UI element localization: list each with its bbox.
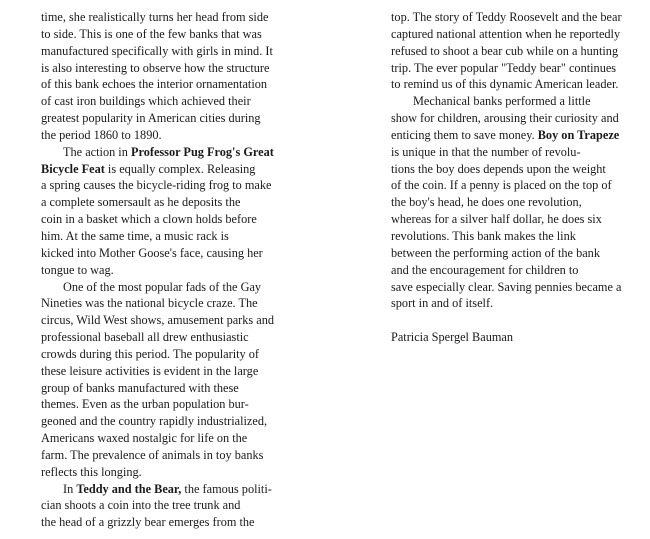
text-run: is equally complex. Releasing <box>104 161 256 176</box>
paragraph-first-line: Mechanical banks performed a little <box>413 94 591 109</box>
paragraph-first-line: One of the most popular fads of the Gay <box>63 279 262 294</box>
text-line: to side. This is one of the few banks that was <box>41 26 262 41</box>
author-signature: Patricia Spergel Bauman <box>391 330 514 345</box>
text-line: time, she realistically turns her head from side <box>41 10 269 24</box>
text-line: a complete somersault as he deposits the <box>41 195 241 210</box>
text-line: refused to shoot a bear cub while on a hunting <box>391 43 619 58</box>
text-line: the boy's head, he does one revolution, <box>391 195 582 210</box>
bank-name-professor-pug-frog: Professor Pug Frog's Great <box>130 144 274 159</box>
text-line: the period 1860 to 1890. <box>41 127 162 142</box>
text-line: of the coin. If a penny is placed on the top of <box>391 178 612 193</box>
text-run: the famous politi- <box>181 481 272 496</box>
text-line: to remind us of this dynamic American leader. <box>391 77 619 92</box>
text-line: group of banks manufactured with these <box>41 380 239 395</box>
text-line: greatest popularity in American cities during <box>41 111 261 126</box>
text-line: is unique in that the number of revolu- <box>391 144 581 159</box>
text-line: save especially clear. Saving pennies became a <box>391 279 622 294</box>
text-line: farm. The prevalence of animals in toy banks <box>41 447 264 462</box>
text-line: Nineties was the national bicycle craze. The <box>41 296 258 311</box>
text-line: circus, Wild West shows, amusement parks and <box>41 313 275 328</box>
text-line: and the encouragement for children to <box>391 262 579 277</box>
text-run: In <box>63 481 77 496</box>
text-line: trip. The ever popular "Teddy bear" continues <box>391 60 617 75</box>
paragraph-first-line <box>41 481 286 498</box>
bank-name-teddy-and-the-bear: Teddy and the Bear, <box>76 481 182 496</box>
text-line: tions the boy does depends upon the weight <box>391 161 606 176</box>
right-text-column <box>391 9 641 346</box>
text-line: sport in and of itself. <box>391 296 494 311</box>
text-line: reflects this longing. <box>41 464 142 479</box>
bank-name-bicycle-feat: Bicycle Feat <box>41 161 105 176</box>
text-line: geoned and the country rapidly industrialized, <box>41 414 268 429</box>
text-line <box>41 161 286 178</box>
text-run: enticing them to save money. <box>391 127 538 142</box>
text-line: is also interesting to observe how the structure <box>41 60 270 75</box>
text-line: revolutions. This bank makes the link <box>391 228 576 243</box>
text-line: captured national attention when he reportedly <box>391 26 621 41</box>
text-line <box>391 127 641 144</box>
text-line: professional baseball all drew enthusiastic <box>41 330 249 345</box>
bank-name-boy-on-trapeze: Boy on Trapeze <box>537 127 620 142</box>
text-line: between the performing action of the bank <box>391 245 600 260</box>
text-line: of cast iron buildings which achieved their <box>41 94 251 109</box>
text-line: of this bank echoes the interior ornamentation <box>41 77 268 92</box>
text-line: coin in a basket which a clown holds before <box>41 212 257 227</box>
spacer <box>391 312 641 329</box>
text-line: the head of a grizzly bear emerges from the <box>41 515 255 530</box>
text-line: manufactured specifically with girls in mind. It <box>41 43 273 58</box>
text-line: these leisure activities is evident in the large <box>41 363 259 378</box>
text-line: cian shoots a coin into the tree trunk and <box>41 498 241 513</box>
left-text-column <box>41 9 286 531</box>
text-line: themes. Even as the urban population bur- <box>41 397 249 412</box>
text-line: whereas for a silver half dollar, he does six <box>391 212 602 227</box>
text-line: tongue to wag. <box>41 262 114 277</box>
text-run: The action in <box>63 144 131 159</box>
text-line: a spring causes the bicycle-riding frog to make <box>41 178 272 193</box>
text-line: him. At the same time, a music rack is <box>41 228 229 243</box>
paragraph-first-line <box>41 144 286 161</box>
text-line: show for children, arousing their curiosity and <box>391 111 619 126</box>
text-line: top. The story of Teddy Roosevelt and the bear <box>391 10 622 24</box>
text-line: kicked into Mother Goose's face, causing her <box>41 245 263 260</box>
text-line: crowds during this period. The popularity of <box>41 346 260 361</box>
text-line: Americans waxed nostalgic for life on the <box>41 431 248 446</box>
